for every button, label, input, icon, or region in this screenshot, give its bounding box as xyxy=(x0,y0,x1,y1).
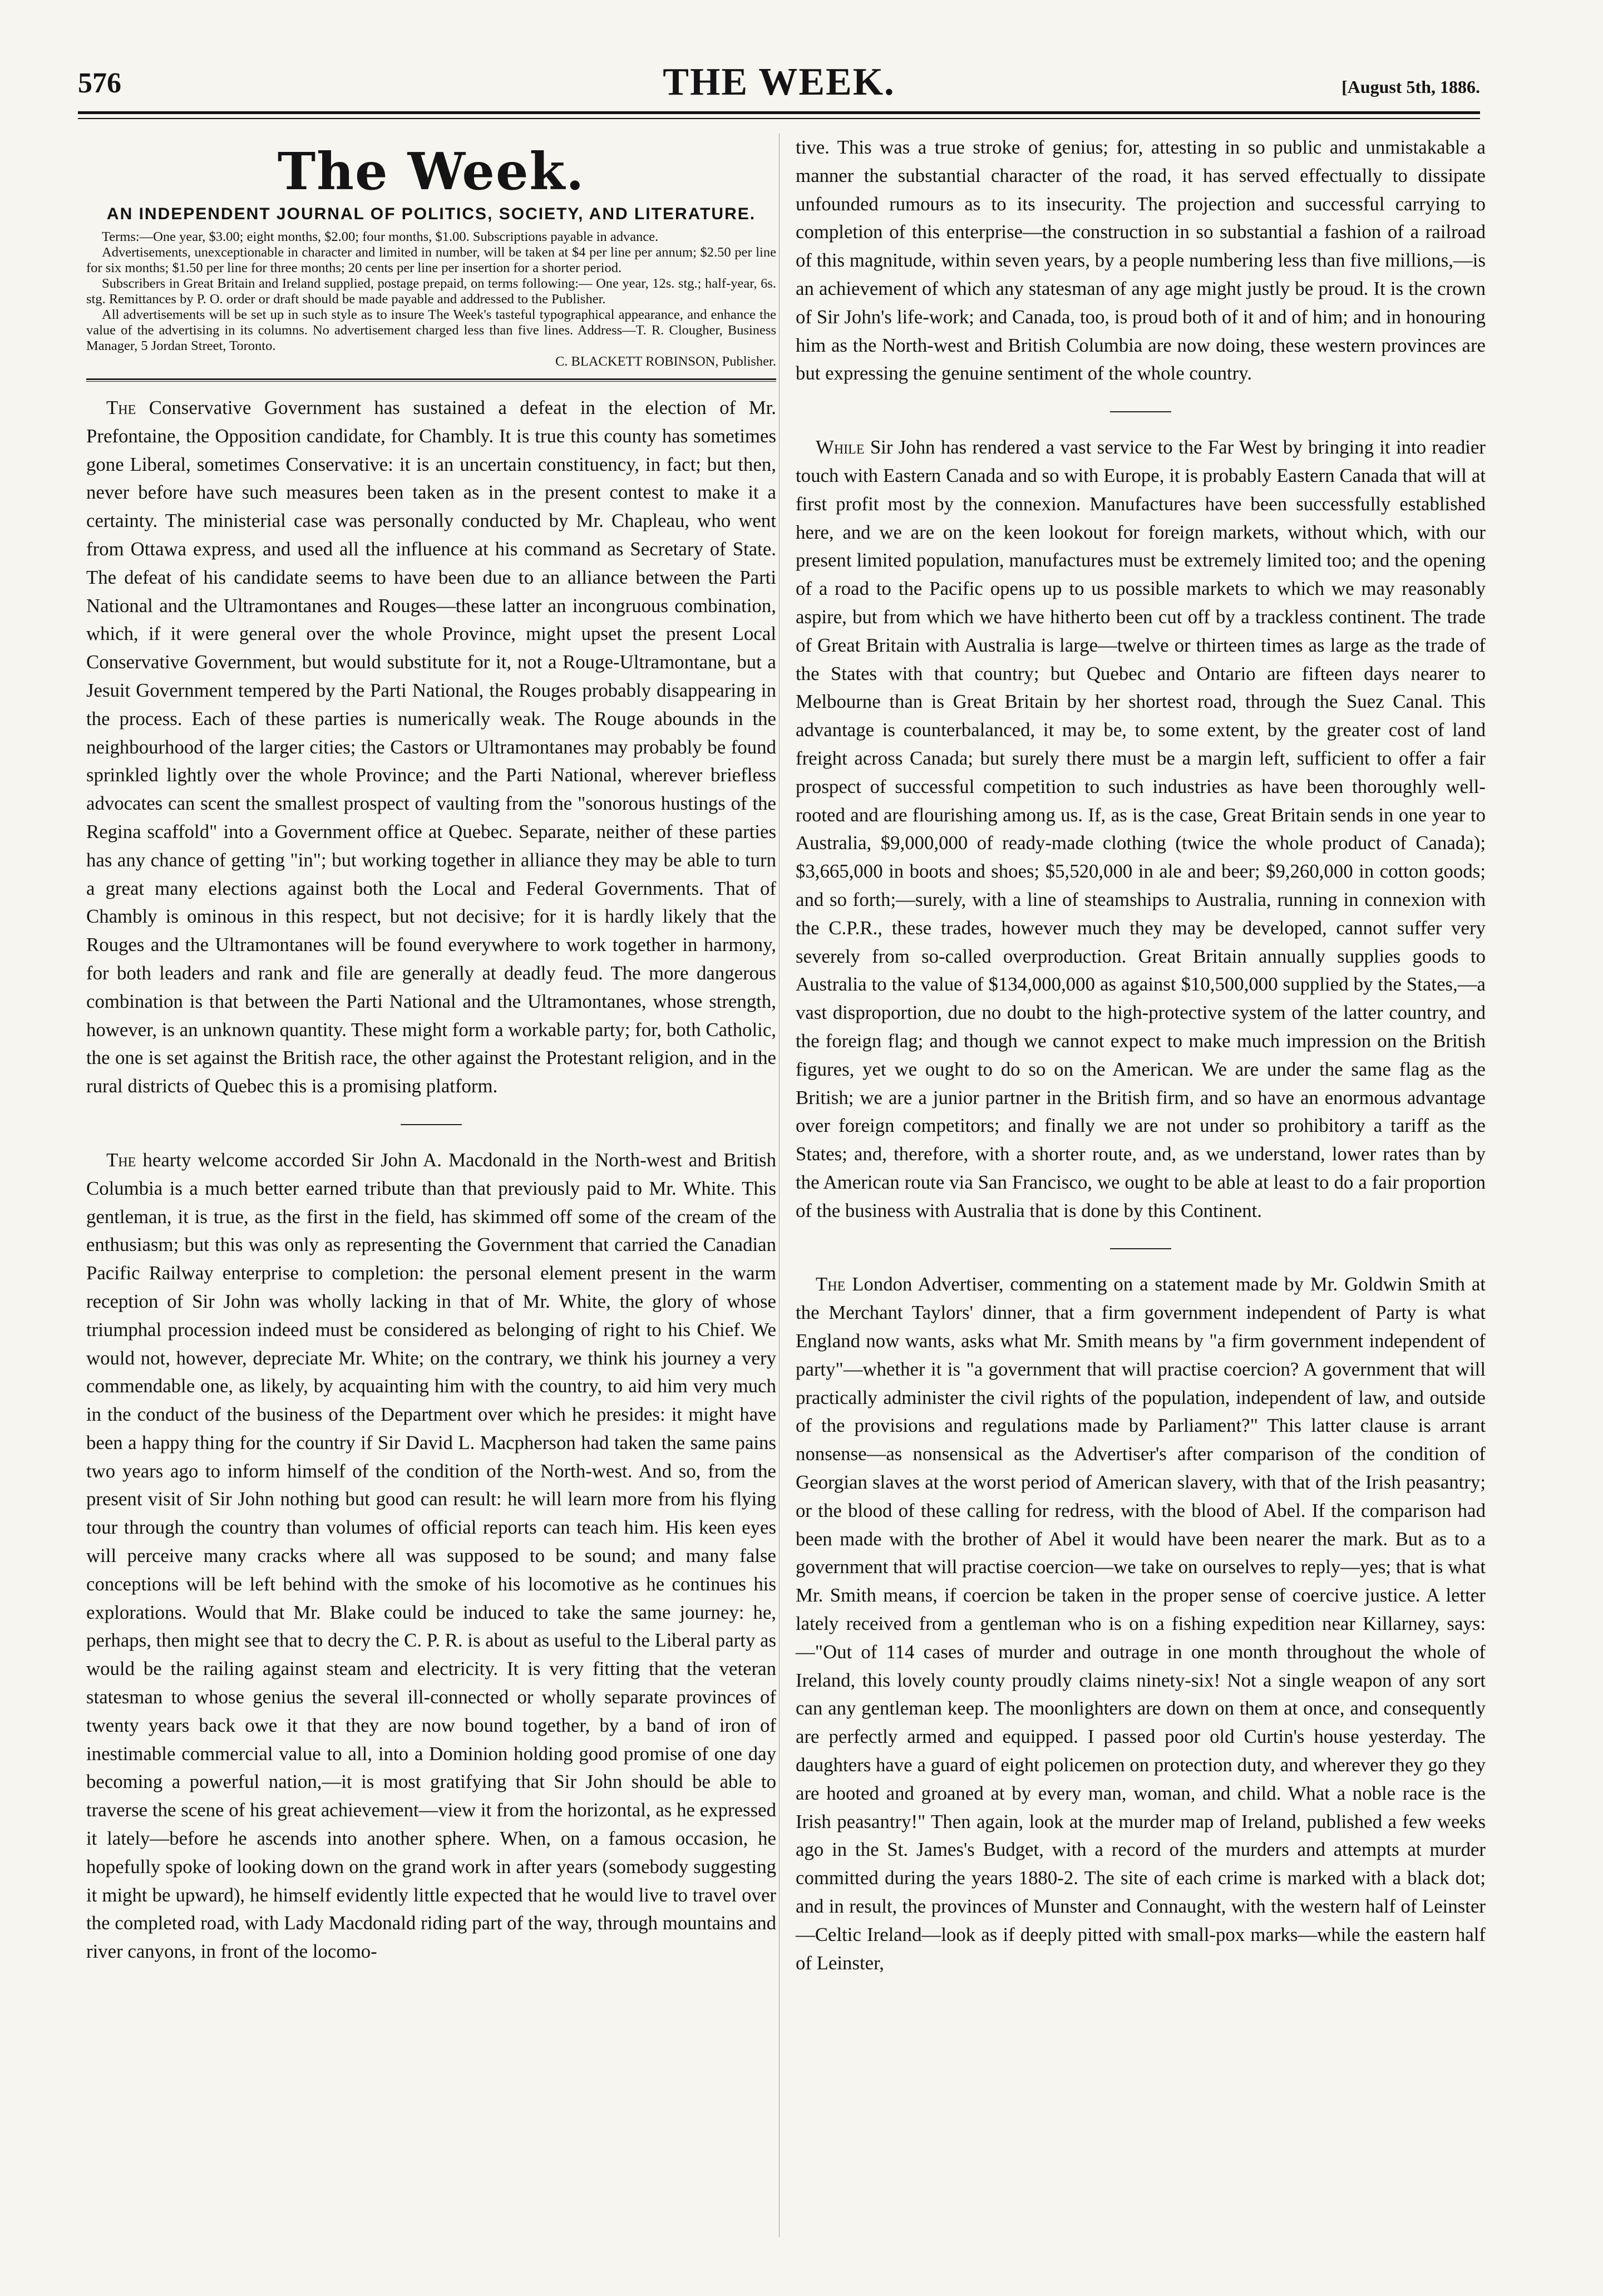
terms-publisher: C. BLACKETT ROBINSON, Publisher. xyxy=(555,354,776,369)
terms-subscription: Terms:—One year, $3.00; eight months, $2.00; four months, $1.00. Subscriptions payable in advance. xyxy=(102,229,659,244)
masthead-rule xyxy=(86,378,776,380)
article-macdonald-continued: tive. This was a true stroke of genius; for, attesting in so public and unmistakable a manner the substantial character of the road, it has served effectually to dissipate unfounded rumours as to its insecurity. The projection and successful carrying to completion of this enterprise—the construction in so substantial a fashion of a railroad of this magnitude, within seven years, by a people numbering less than five millions,—is an achievement of which any statesman of any age might justly be proud. It is the crown of Sir John's life-work; and Canada, too, is proud both of it and of him; and in honouring him as the North-west and British Columbia are now doing, these western provinces are but expressing the genuine sentiment of the whole country. xyxy=(796,136,1486,385)
article-text: hearty welcome accorded Sir John A. Macdonald in the North-west and British Columbia is a much better earned tribute than that previously paid to Mr. White. This gentleman, it is true, as the first in the field, has skimmed off some of the cream of the enthusiasm; but this was only as representing the Government that carried the Canadian Pacific Railway enterprise to completion: the personal element present in the warm reception of Sir John was wholly lacking in that of Mr. White, the glory of whose triumphal procession indeed must be considered as belonging of right to his Chief. We would not, however, depreciate Mr. White; on the contrary, we think his journey a very commendable one, as likely, by acquainting him with the country, to aid him very much in the conduct of the business of the Department over which he presides: it might have been a happy thing for the country if Sir David L. Macpherson had taken the same pains two years ago to inform himself of the condition of the North-west. And so, from the present visit of Sir John nothing but good can result: he will learn more from his flying tour through the country than volumes of official reports can teach him. His keen eyes will perceive many cracks where all was supposed to be sound; and many false conceptions will be left behind with the smoke of his locomotive as he continues his explorations. Would that Mr. Blake could be induced to take the same journey: he, perhaps, then might see that to decry the C. P. R. is about as useful to the Liberal party as would be the railing against steam and electricity. It is very fitting that the veteran statesman to whose genius the several ill-connected or wholly separate provinces of twenty years back owe it that they are now bound together, by a band of iron of inestimable commercial value to all, into a Dominion holding good promise of one day becoming a powerful nation,—it is most gratifying that Sir John should be able to traverse the scene of his great achievement—view it from the horizontal, as he expressed it lately—before he ascends into another sphere. When, on a famous occasion, he hopefully spoke of looking down on the grand work in after years (somebody suggesting it might be upward), he himself evidently little expected that he would live to travel over the completed road, with Lady Macdonald riding part of the way, through mountains and river canyons, in front of the locomo- xyxy=(86,1149,777,1963)
article-separator xyxy=(1110,411,1171,412)
lead-word: While xyxy=(816,436,865,459)
terms-style: All advertisements will be set up in such style as to insure The Week's tasteful typographical appearance, and enhance the value of the advertising in its columns. No advertisement charged less than five lines. Address—T. R. Clougher, Business Manager, 5 Jordan Street, Toronto. xyxy=(86,307,776,353)
left-column xyxy=(86,134,776,1966)
article-text: London Advertiser, commenting on a statement made by Mr. Goldwin Smith at the Merchant Taylors' dinner, that a firm government independent of Party is what England now wants, asks what Mr. Smith means by "a firm government independent of party"—whether it is "a government that will practise coercion? A government that will practically administer the civil rights of the population, independent of law, and outside of the provisions and regulations made by Parliament?" This latter clause is arrant nonsense—as nonsensical as the Advertiser's after comparison of the condition of Georgian slaves at the worst period of American slavery, with that of the Irish peasantry; or the blood of these calling for redress, with the blood of Abel. If the comparison had been made with the brother of Abel it would have been nearer the mark. But as to a government that will practise coercion—we take on ourselves to reply—yes; that is what Mr. Smith means, if coercion be taken in the proper sense of coercive justice. A letter lately received from a gentleman who is on a fishing expedition near Killarney, says:—"Out of 114 cases of murder and outrage in one month throughout the whole of Ireland, this lovely county proudly claims ninety-six! Not a single weapon of any sort can any gentleman keep. The moonlighters are down on them at once, and consequently are perfectly armed and equipped. I passed poor old Curtin's house yesterday. The daughters have a guard of eight policemen on protection duty, and wherever they go they are hooted and groaned at by every man, woman, and child. What a noble race is the Irish peasantry!" Then again, look at the murder map of Ireland, published a few weeks ago in the St. James's Budget, with a record of the murders and attempts at murder committed during the years 1880-2. The site of each crime is marked with a black dot; and in result, the provinces of Munster and Connaught, with the western half of Leinster—Celtic Ireland—look as if deeply pitted with small-pox marks—while the eastern half of Leinster, xyxy=(796,1273,1486,1974)
article-london-advertiser xyxy=(796,1270,1486,1977)
terms-advertisements: Advertisements, unexceptionable in character and limited in number, will be taken at $4 per line per annum; $2.50 per line for six months; $1.50 per line for three months; 20 cents per line per insertion for a shorter period. xyxy=(86,245,776,275)
article-chambly-election xyxy=(86,394,776,1101)
subscription-terms xyxy=(86,229,776,369)
article-separator xyxy=(1110,1248,1171,1249)
lead-word: The xyxy=(106,1149,136,1171)
page-header xyxy=(78,60,1480,105)
masthead-subtitle: AN INDEPENDENT JOURNAL OF POLITICS, SOCIETY, AND LITERATURE. xyxy=(106,205,756,223)
right-column xyxy=(796,134,1486,1977)
article-separator xyxy=(401,1124,462,1125)
lead-word: The xyxy=(106,397,136,418)
header-rule xyxy=(78,111,1480,114)
masthead-rule-thin xyxy=(86,381,776,382)
column-divider xyxy=(779,134,780,2237)
journal-name: THE WEEK. xyxy=(663,61,895,104)
masthead xyxy=(86,141,776,224)
issue-date: [August 5th, 1886. xyxy=(1341,77,1480,97)
header-rule-thin xyxy=(78,118,1480,119)
terms-great-britain: Subscribers in Great Britain and Ireland supplied, postage prepaid, on terms following:— One year, 12s. stg.; half-year, 6s. stg. Remittances by P. O. order or draft should be made payable and addressed to the Publisher. xyxy=(86,276,776,307)
article-macdonald-welcome xyxy=(86,1146,776,1966)
article-text: Sir John has rendered a vast service to the Far West by bringing it into readier touch with Eastern Canada and so with Europe, it is probably Eastern Canada that will at first profit most by the connexion. Manufactures have been successfully established here, and we are on the keen lookout for foreign markets, without which, with our present limited population, manufactures must be extremely limited too; and the opening of a road to the Pacific opens up to us possible markets to which we may reasonably aspire, but from which we have hitherto been cut off by a trackless continent. The trade of Great Britain with Australia is large—twelve or thirteen times as large as the trade of the States with that country; but Quebec and Ontario are fifteen days nearer to Melbourne than is Great Britain by her shortest road, through the Suez Canal. This advantage is counterbalanced, it may be, to some extent, by the greater cost of land freight across Canada; but surely there must be a margin left, sufficient to offer a fair prospect of successful competition to such industries as have been thoroughly well-rooted and are flourishing among us. If, as is the case, Great Britain sends in one year to Australia, $9,000,000 of ready-made clothing (twice the whole product of Canada); $3,665,000 in boots and shoes; $5,520,000 in ale and beer; $9,260,000 in cotton goods; and so forth;—surely, with a line of steamships to Australia, running in connexion with the C.P.R., these trades, however much they may be developed, cannot suffer very severely from so-called overproduction. Great Britain annually supplies goods to Australia to the value of $134,000,000 as against $10,500,000 supplied by the States,—a vast disproportion, due no doubt to the high-protective system of the latter country, and the foreign flag; and though we cannot expect to make much impression on the British figures, yet we ought to do so on the American. We are under the same flag as the British; we are a junior partner in the British firm, and so have an enormous advantage over foreign competitors; and finally we are not under so prohibitory a tariff as the States; and, therefore, with a shorter route, and, as we understand, lower rates than by the American route via San Francisco, we ought to be able at least to do a fair proportion of the business with Australia that is done by this Continent. xyxy=(796,436,1486,1221)
article-text: Conservative Government has sustained a defeat in the election of Mr. Prefontaine, the Opposition candidate, for Chambly. It is true this county has sometimes gone Liberal, sometimes Conservative: it is an uncertain constituency, in fact; but then, never before have such measures been taken as in the present contest to make it a certainty. The ministerial case was personally conducted by Mr. Chapleau, who went from Ottawa express, and used all the influence at his command as Secretary of State. The defeat of his candidate seems to have been due to an alliance between the Parti National and the Ultramontanes and Rouges—these latter an incongruous combination, which, if it were general over the whole Province, might upset the present Local Conservative Government, but would substitute for it, not a Rouge-Ultramontane, but a Jesuit Government tempered by the Parti National, the Rouges probably disappearing in the process. Each of these parties is numerically weak. The Rouge abounds in the neighbourhood of the larger cities; the Castors or Ultramontanes may probably be found sprinkled lightly over the whole Province; and the Parti National, wherever briefless advocates can scent the smallest prospect of vaulting from the "sonorous hustings of the Regina scaffold" into a Government office at Quebec. Separate, neither of these parties has any chance of getting "in"; but working together in alliance they may be able to turn a great many elections against both the Local and Federal Governments. That of Chambly is ominous in this respect, but not decisive; for it is hardly likely that the Rouges and the Ultramontanes will be found everywhere to work together in harmony, for both leaders and rank and file are generally at deadly feud. The more dangerous combination is that between the Parti National and the Ultramontanes, whose strength, however, is an unknown quantity. These might form a workable party; for, both Catholic, the one is set against the British race, the other against the Protestant religion, and in the rural districts of Quebec this is a promising platform. xyxy=(86,397,776,1097)
lead-word: The xyxy=(816,1273,846,1295)
page-number: 576 xyxy=(78,67,121,99)
masthead-title: The Week. xyxy=(277,141,585,201)
article-australia-trade xyxy=(796,433,1486,1225)
